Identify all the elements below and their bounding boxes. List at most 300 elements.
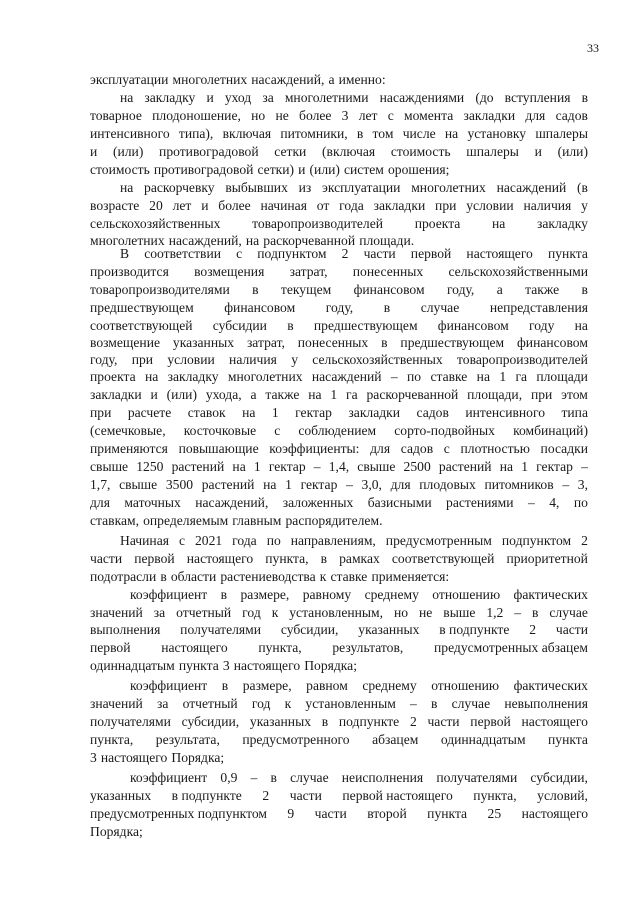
text-word: за: [157, 696, 169, 711]
text-word: 1,7,: [90, 477, 111, 492]
text-word: случае: [549, 605, 588, 620]
text-word: 2500: [403, 459, 431, 474]
text-word: многолетних: [90, 233, 165, 248]
text-word: более: [218, 198, 251, 213]
text-word: гектар: [295, 405, 332, 420]
text-word: 1: [253, 459, 261, 474]
text-word: субсидии,: [530, 770, 588, 785]
text-word: систем: [343, 162, 384, 177]
text-word: приоритетной: [506, 551, 588, 566]
text-word: а: [250, 387, 257, 402]
text-word: площади: [536, 369, 588, 384]
text-word: закладку: [144, 90, 196, 105]
text-line: [90, 787, 588, 804]
text-word: первой: [470, 714, 511, 729]
text-word: эксплуатации: [90, 72, 169, 87]
text-word: садов: [416, 405, 449, 420]
text-word: на: [492, 216, 506, 231]
text-word: в: [287, 318, 294, 333]
text-word: 1: [330, 387, 338, 402]
text-word: закладку: [167, 369, 219, 384]
text-word: 25: [487, 806, 502, 821]
text-word: году,: [446, 282, 475, 297]
text-word: сетки: [274, 144, 307, 159]
text-word: растений: [438, 459, 492, 474]
text-word: условий,: [537, 788, 588, 803]
text-word: стоимость: [390, 144, 451, 159]
text-word: первой: [410, 246, 452, 261]
text-line: [90, 494, 588, 511]
text-word: том: [372, 126, 394, 141]
text-word: в подпункте: [171, 788, 242, 803]
text-word: фактических: [513, 587, 588, 602]
text-word: за: [262, 90, 274, 105]
text-word: год: [242, 605, 261, 620]
text-word: типа: [561, 405, 588, 420]
text-word: 1: [499, 369, 507, 384]
text-word: орошения;: [387, 162, 450, 177]
text-word: соответствующей: [391, 551, 495, 566]
text-word: наличия: [229, 352, 277, 367]
text-line: [90, 823, 588, 840]
text-word: случае: [420, 300, 460, 315]
text-word: в: [381, 335, 388, 350]
text-word: у: [581, 198, 588, 213]
text-word: на: [308, 387, 322, 402]
text-word: применяются: [90, 441, 168, 456]
text-line: [130, 586, 588, 603]
text-word: проекта: [90, 369, 136, 384]
text-word: растениеводства: [220, 569, 316, 584]
text-word: пункта,: [258, 640, 302, 655]
text-word: первой настоящего: [342, 788, 453, 803]
text-word: результатов,: [332, 640, 404, 655]
text-word: (или): [166, 387, 197, 402]
text-word: фактических: [513, 678, 588, 693]
text-word: к: [271, 605, 279, 620]
text-word: косточковые: [183, 423, 257, 438]
text-word: выше: [443, 605, 476, 620]
text-word: но: [394, 605, 409, 620]
text-line: [90, 695, 588, 712]
text-word: с: [236, 246, 243, 261]
text-line: [90, 657, 588, 674]
text-word: не: [419, 605, 433, 620]
text-word: результата,: [155, 732, 220, 747]
text-word: 1,4,: [328, 459, 350, 474]
text-line: [90, 713, 588, 730]
text-word: предшествующем: [400, 335, 505, 350]
text-word: и: [206, 90, 214, 105]
text-word: среднему: [364, 587, 419, 602]
text-word: отношению: [432, 587, 501, 602]
text-word: субсидии,: [280, 622, 339, 637]
text-word: закладки: [463, 108, 516, 123]
text-word: товарное: [90, 108, 142, 123]
text-line: [90, 299, 588, 316]
text-word: области: [170, 569, 217, 584]
text-word: второй: [367, 806, 407, 821]
text-word: с: [178, 533, 185, 548]
text-word: Порядка;: [171, 750, 225, 765]
text-word: предусмотренного: [242, 732, 350, 747]
text-word: на: [574, 318, 588, 333]
text-word: в: [270, 770, 277, 785]
text-word: настоящего: [100, 750, 168, 765]
text-word: равном: [306, 678, 348, 693]
text-word: на: [120, 90, 134, 105]
text-word: 1: [271, 405, 279, 420]
text-word: противоградовой: [159, 144, 259, 159]
text-word: расчете: [127, 405, 172, 420]
text-word: раскорчевку: [144, 180, 215, 195]
text-word: 4,: [549, 495, 560, 510]
text-word: га: [515, 369, 528, 384]
text-word: проекта: [414, 216, 461, 231]
text-word: ухода,: [205, 387, 242, 402]
text-word: выполнения: [90, 622, 161, 637]
text-word: пункта: [427, 806, 468, 821]
text-word: с: [387, 108, 394, 123]
text-word: маточных: [124, 495, 181, 510]
text-word: типа),: [178, 126, 214, 141]
text-word: 1250: [136, 459, 164, 474]
text-word: предшествующем: [313, 318, 418, 333]
text-word: повышающие: [178, 441, 259, 456]
text-word: 3,0,: [361, 477, 382, 492]
text-word: 3: [90, 750, 97, 765]
text-word: закладки: [90, 387, 142, 402]
text-word: 9: [287, 806, 295, 821]
text-line: [120, 532, 588, 549]
text-word: в: [581, 90, 588, 105]
text-word: (или): [112, 144, 144, 159]
text-word: в: [356, 126, 364, 141]
text-word: многолетних: [411, 180, 486, 195]
text-line: [90, 215, 588, 232]
text-word: к: [284, 696, 292, 711]
text-line: [90, 550, 588, 567]
text-word: эксплуатации: [322, 180, 401, 195]
text-word: года: [232, 533, 257, 548]
text-word: многолетними: [284, 90, 369, 105]
text-word: указанных: [358, 622, 420, 637]
text-word: в: [581, 282, 588, 297]
text-word: за: [153, 605, 166, 620]
text-word: настоящего: [161, 640, 228, 655]
text-word: затрат,: [289, 264, 328, 279]
text-word: (в: [577, 180, 588, 195]
text-word: невыполнения: [504, 696, 588, 711]
text-word: на: [263, 477, 277, 492]
text-word: части: [314, 806, 347, 821]
text-word: направлениям,: [290, 533, 376, 548]
text-line: [90, 334, 588, 351]
text-word: ставкам,: [90, 513, 140, 528]
text-word: включая: [222, 126, 272, 141]
text-word: лет: [358, 108, 378, 123]
text-word: Начиная: [120, 533, 169, 548]
text-word: заложенных: [282, 495, 354, 510]
text-word: ставок: [187, 405, 226, 420]
text-word: предусмотренных подпунктом: [90, 806, 267, 821]
text-word: предусмотренных абзацем: [434, 640, 588, 655]
text-word: от: [316, 198, 330, 213]
text-word: равному: [302, 587, 352, 602]
text-line: [90, 143, 588, 160]
text-word: не: [275, 108, 289, 123]
text-word: случае: [451, 696, 491, 711]
text-line: [90, 197, 588, 214]
text-word: ставке: [430, 369, 468, 384]
text-word: садов: [400, 441, 434, 456]
text-word: 3500: [165, 477, 194, 492]
text-word: по: [407, 369, 422, 384]
text-word: указанных: [172, 335, 235, 350]
text-word: подпунктом: [257, 246, 327, 261]
text-word: на: [499, 459, 514, 474]
text-word: 1: [521, 459, 528, 474]
text-line: [90, 368, 588, 385]
text-line: [90, 404, 588, 421]
text-word: шпалеры: [535, 126, 588, 141]
text-word: базисными: [367, 495, 432, 510]
text-word: и: [201, 198, 209, 213]
text-word: закладки: [373, 198, 426, 213]
text-word: затрат,: [246, 335, 285, 350]
text-word: товаропроизводителей: [252, 216, 384, 231]
text-word: значений: [90, 605, 143, 620]
text-line: [90, 71, 588, 88]
text-word: среднему: [362, 678, 417, 693]
text-word: Порядка;: [90, 824, 143, 839]
text-word: 2: [409, 714, 417, 729]
text-word: свыше: [357, 459, 396, 474]
text-word: пункта: [178, 658, 219, 673]
text-word: сельскохозяйственных: [312, 352, 443, 367]
text-word: год: [251, 696, 271, 711]
text-word: 3: [341, 108, 349, 123]
text-word: из: [298, 180, 312, 195]
text-word: и: [534, 144, 542, 159]
text-word: соответствии: [144, 246, 221, 261]
text-word: 2: [581, 533, 588, 548]
text-word: на: [120, 180, 134, 195]
text-word: насаждений,: [168, 233, 242, 248]
text-word: значений: [90, 696, 143, 711]
text-word: насаждений,: [195, 495, 269, 510]
text-word: растениями: [446, 495, 514, 510]
text-word: случае: [290, 770, 329, 785]
text-word: части: [289, 788, 322, 803]
text-word: сетки): [257, 162, 295, 177]
text-line: [90, 125, 588, 142]
text-word: по: [573, 495, 588, 510]
text-word: для: [370, 441, 391, 456]
text-word: сорто-подвойных: [394, 423, 495, 438]
text-word: плодоношение,: [152, 108, 241, 123]
text-word: раскорчеванной: [263, 233, 356, 248]
text-word: в: [430, 696, 438, 711]
text-word: для: [90, 495, 110, 510]
text-word: понесенных: [297, 335, 369, 350]
text-word: получателями: [436, 770, 518, 785]
text-word: коэффициент: [130, 678, 208, 693]
text-word: числе: [402, 126, 436, 141]
text-word: одиннадцатым: [440, 732, 526, 747]
text-word: и: [90, 144, 98, 159]
text-word: соответствующей: [90, 318, 193, 333]
text-word: условии: [167, 352, 215, 367]
text-word: возмещение: [90, 335, 161, 350]
text-word: растений: [171, 459, 225, 474]
text-word: 20: [149, 198, 163, 213]
text-word: на: [242, 405, 256, 420]
text-word: подпунктом: [501, 533, 572, 548]
text-word: 3: [222, 658, 230, 673]
text-word: настоящего: [521, 714, 588, 729]
text-word: определяемым: [143, 513, 229, 528]
text-word: сельскохозяйственных: [90, 216, 221, 231]
text-word: финансовом: [224, 300, 296, 315]
text-word: многолетних: [227, 369, 303, 384]
text-word: стоимость: [90, 162, 150, 177]
text-word: с: [443, 441, 450, 456]
text-word: питомники,: [280, 126, 348, 141]
text-word: производится: [90, 264, 169, 279]
text-word: условии: [466, 198, 514, 213]
text-word: –: [514, 605, 522, 620]
text-word: субсидии: [212, 318, 267, 333]
text-word: применяется:: [371, 569, 450, 584]
text-word: 2: [341, 246, 349, 261]
text-word: в: [321, 714, 329, 729]
text-word: В: [120, 246, 130, 261]
text-word: 1,2: [486, 605, 504, 620]
text-word: интенсивного: [90, 126, 170, 141]
text-word: (семечковые,: [90, 423, 166, 438]
text-word: в подпункте: [439, 622, 510, 637]
text-word: интенсивного: [465, 405, 545, 420]
text-word: финансовом: [516, 335, 588, 350]
text-word: получателями: [180, 622, 262, 637]
text-word: и: [150, 387, 158, 402]
text-word: возрасте: [90, 198, 140, 213]
text-word: размере,: [242, 678, 292, 693]
text-word: при: [530, 387, 553, 402]
text-line: [130, 769, 588, 786]
text-word: году,: [90, 352, 118, 367]
text-line: [90, 281, 588, 298]
text-word: 0,9: [220, 770, 238, 785]
text-word: установленным,: [289, 605, 384, 620]
text-word: текущем: [280, 282, 332, 297]
text-word: этом: [561, 387, 588, 402]
text-word: именно:: [338, 72, 386, 87]
text-word: в: [383, 300, 391, 315]
text-word: в: [320, 551, 328, 566]
text-word: садов: [555, 108, 588, 123]
text-word: закладки: [348, 405, 401, 420]
text-word: (или): [557, 144, 588, 159]
text-word: субсидии,: [181, 714, 240, 729]
text-line: [90, 805, 588, 822]
text-word: настоящего: [186, 551, 254, 566]
text-word: а: [496, 282, 503, 297]
text-word: у: [291, 352, 298, 367]
text-word: посадки: [540, 441, 588, 456]
text-word: насаждений: [496, 180, 567, 195]
text-word: с: [274, 423, 281, 438]
text-word: товаропроизводителей: [457, 352, 588, 367]
text-line: [90, 440, 588, 457]
text-word: начиная: [260, 198, 307, 213]
text-word: площади.: [359, 233, 415, 248]
page-number: 33: [587, 41, 599, 55]
text-word: –: [410, 696, 417, 711]
text-word: абзацем: [372, 732, 419, 747]
text-word: уход: [224, 90, 252, 105]
text-word: (или): [309, 162, 340, 177]
text-word: плодовых: [419, 477, 476, 492]
text-word: на: [144, 369, 159, 384]
text-word: –: [528, 495, 535, 510]
text-word: части: [90, 551, 123, 566]
text-word: гектар: [268, 459, 306, 474]
text-line: [90, 386, 588, 403]
text-word: к: [319, 569, 327, 584]
text-word: пункта: [547, 246, 588, 261]
text-line: [90, 476, 588, 493]
text-line: [90, 107, 588, 124]
text-word: (до: [475, 90, 494, 105]
text-word: части: [363, 246, 396, 261]
text-word: питомников: [484, 477, 554, 492]
text-word: непредставления: [489, 300, 588, 315]
text-word: году,: [325, 300, 354, 315]
text-word: году: [529, 318, 555, 333]
text-word: выбывших: [225, 180, 288, 195]
text-word: финансовом: [437, 318, 509, 333]
text-word: –: [390, 369, 398, 384]
text-word: отношению: [431, 678, 500, 693]
text-word: в: [252, 282, 259, 297]
text-word: –: [346, 477, 353, 492]
text-word: лет: [172, 198, 192, 213]
text-word: размере,: [240, 587, 290, 602]
text-word: предшествующем: [90, 300, 194, 315]
text-word: коэффициенты:: [269, 441, 360, 456]
text-word: сельскохозяйственными: [448, 264, 588, 279]
text-word: свыше: [90, 459, 129, 474]
text-line: [90, 749, 588, 766]
text-word: товаропроизводителями: [90, 282, 230, 297]
text-word: первой: [90, 640, 131, 655]
text-word: одиннадцатым: [90, 658, 175, 673]
text-word: части: [555, 622, 588, 637]
text-word: 2: [262, 788, 270, 803]
text-word: в: [532, 605, 539, 620]
text-word: многолетних: [172, 72, 248, 87]
text-word: первой: [134, 551, 175, 566]
text-word: –: [313, 459, 321, 474]
text-word: главным: [232, 513, 282, 528]
text-line: [90, 731, 588, 748]
text-word: шпалеры: [466, 144, 519, 159]
text-word: гектар: [300, 477, 338, 492]
text-word: пункта: [548, 732, 588, 747]
text-word: насаждений,: [251, 72, 325, 87]
